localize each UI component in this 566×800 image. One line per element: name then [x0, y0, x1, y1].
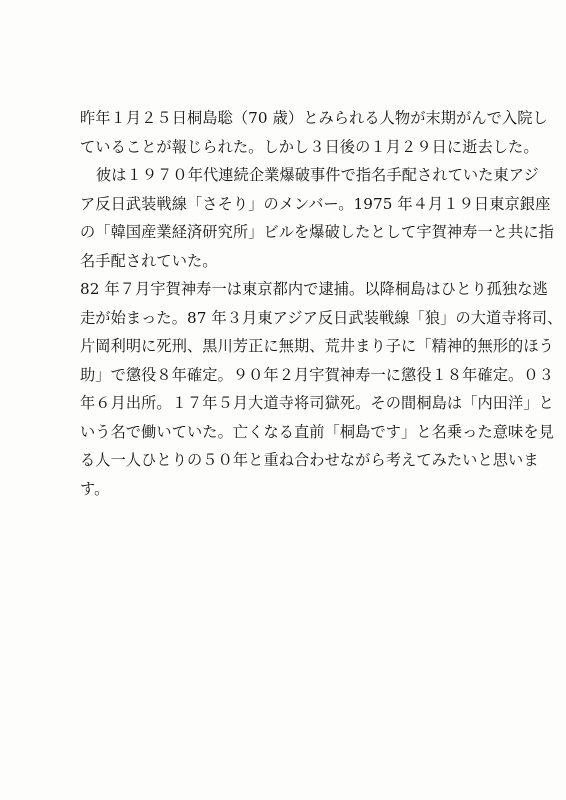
- text-line-11: 年６月出所。１７年５月大道寺将司獄死。その間桐島は「内田洋」と: [80, 394, 554, 412]
- text-line-7: 82 年７月宇賀神寿一は東京都内で逮捕。以降桐島はひとり孤独な逃: [80, 280, 548, 298]
- text-line-8: 走が始まった。87 年３月東アジア反日武装戦線「狼」の大道寺将司、: [80, 308, 563, 327]
- text-line-1: 昨年１月２５日桐島聡（70 歳）とみられる人物が末期がんで入院し: [80, 109, 548, 127]
- text-line-3: 彼は１９７０年代連続企業爆破事件で指名手配されていた東アジ: [96, 166, 539, 184]
- text-line-6: 名手配されていた。: [80, 251, 218, 270]
- text-line-9: 片岡利明に死刑、黒川芳正に無期、荒井まり子に「精神的無形的ほう: [80, 337, 554, 355]
- text-line-4: ア反日武装戦線「さそり」のメンバー。1975 年４月１９日東京銀座: [80, 194, 551, 213]
- text-line-13: る人一人ひとりの５０年と重ね合わせながら考えてみたいと思いま: [80, 451, 539, 469]
- text-line-12: いう名で働いていた。亡くなる直前「桐島です」と名乗った意味を見: [80, 422, 554, 441]
- text-line-5: の「韓国産業経済研究所」ビルを爆破したとして宇賀神寿一と共に指: [80, 223, 554, 241]
- body-text: [80, 104, 563, 503]
- text-line-10: 助」で懲役８年確定。９０年２月宇賀神寿一に懲役１８年確定。０３: [80, 365, 554, 384]
- text-line-2: ていることが報じられた。しかし３日後の１月２９日に逝去した。: [80, 137, 539, 156]
- text-line-14: す。: [80, 479, 110, 498]
